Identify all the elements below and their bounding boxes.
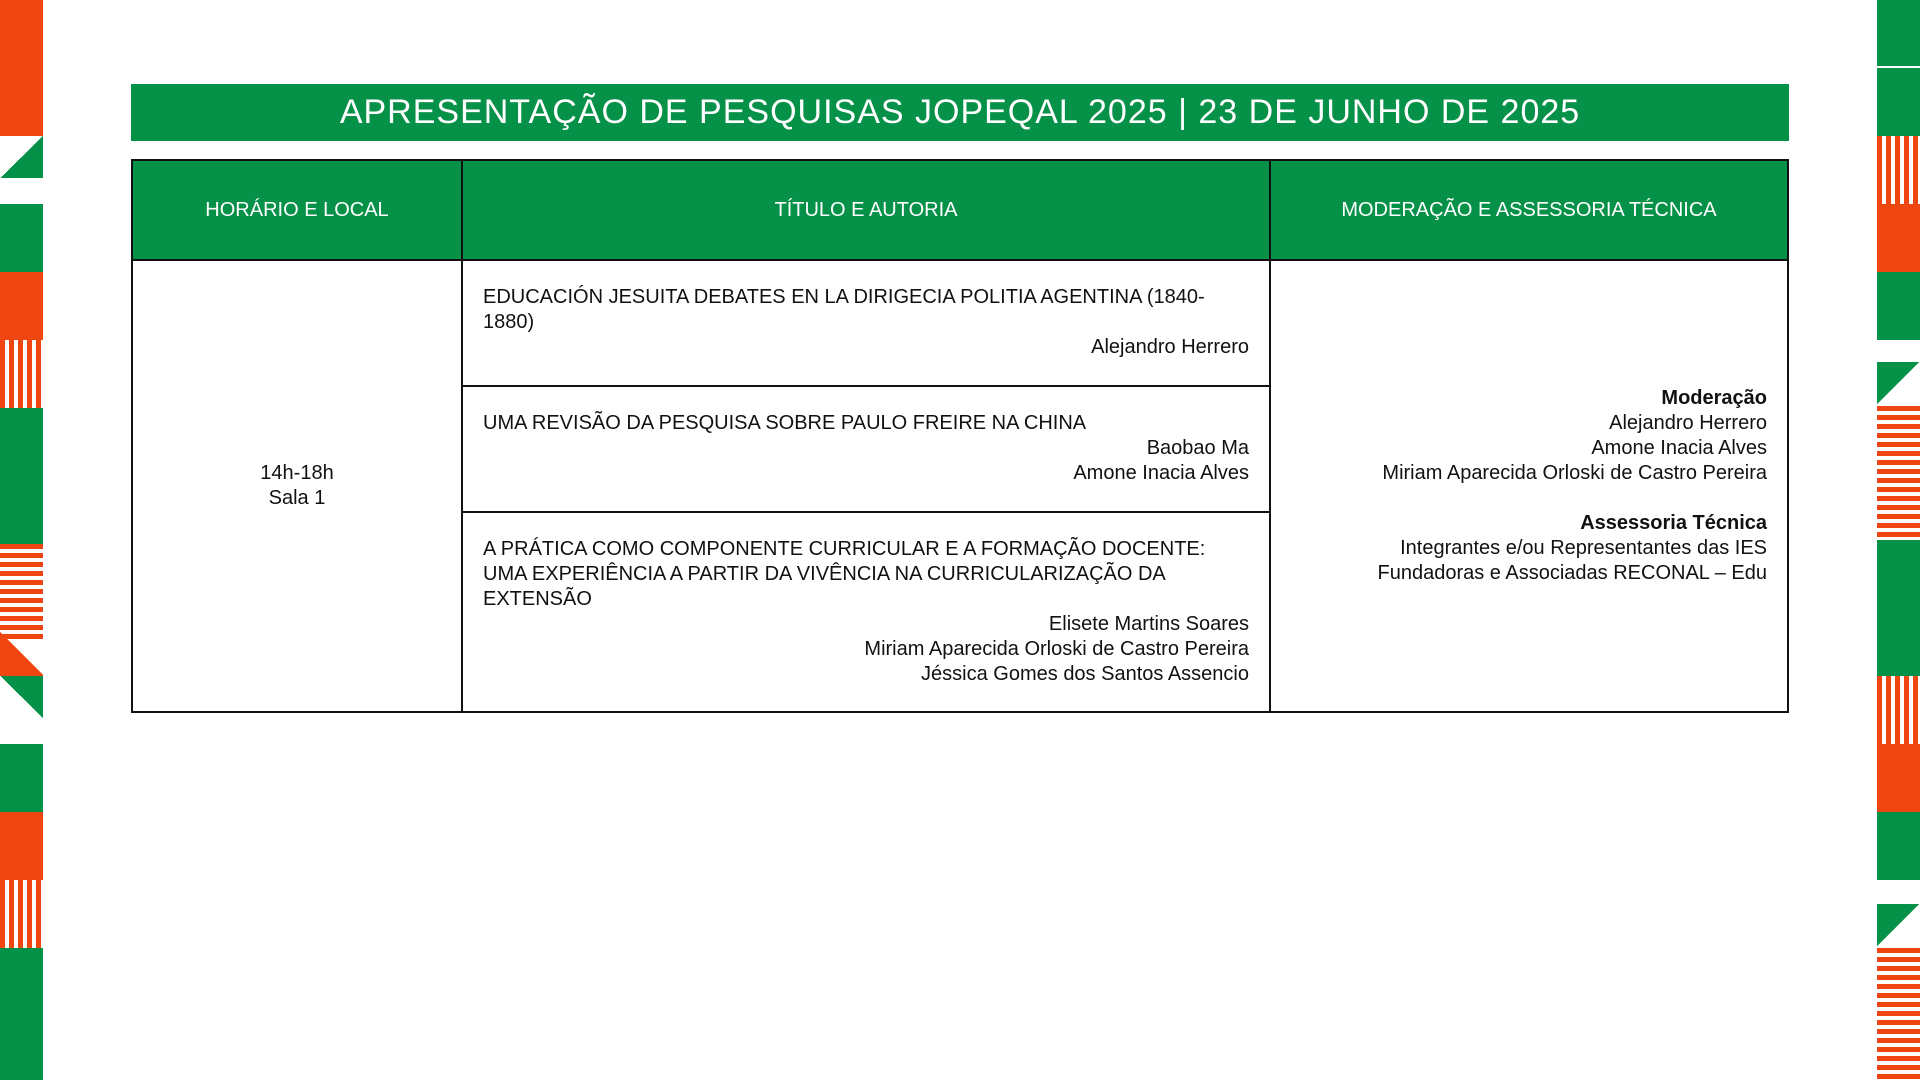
column-header-title-authors: TÍTULO E AUTORIA bbox=[462, 160, 1270, 260]
paper-author: Amone Inacia Alves bbox=[1073, 462, 1249, 484]
column-header-moderation: MODERAÇÃO E ASSESSORIA TÉCNICA bbox=[1270, 160, 1788, 260]
column-header-time-place: HORÁRIO E LOCAL bbox=[132, 160, 462, 260]
moderation-cell bbox=[1270, 260, 1788, 712]
paper-title: EDUCACIÓN JESUITA DEBATES EN LA DIRIGECIA POLITIA AGENTINA (1840-1880) bbox=[483, 286, 1205, 333]
moderation-heading: Moderação bbox=[1661, 387, 1767, 409]
paper-cell bbox=[462, 386, 1270, 512]
paper-cell bbox=[462, 512, 1270, 712]
paper-cell bbox=[462, 260, 1270, 386]
session-room: Sala 1 bbox=[268, 487, 326, 509]
table-row bbox=[132, 260, 1788, 386]
paper-author: Alejandro Herrero bbox=[1091, 336, 1249, 358]
paper-title: A PRÁTICA COMO COMPONENTE CURRICULAR E A FORMAÇÃO DOCENTE: UMA EXPERIÊNCIA A PARTIR DA VIVÊNCIA NA CURRICULARIZAÇÃO DA EXTENSÃO bbox=[483, 538, 1206, 610]
moderator-name: Amone Inacia Alves bbox=[1591, 437, 1767, 459]
right-decorative-strip bbox=[1877, 0, 1920, 1080]
paper-title: UMA REVISÃO DA PESQUISA SOBRE PAULO FREIRE NA CHINA bbox=[483, 412, 1087, 434]
table-header-row bbox=[132, 160, 1788, 260]
paper-author: Jéssica Gomes dos Santos Assencio bbox=[921, 663, 1249, 685]
paper-author: Miriam Aparecida Orloski de Castro Pereira bbox=[864, 638, 1249, 660]
technical-heading: Assessoria Técnica bbox=[1580, 512, 1767, 534]
technical-line: Fundadoras e Associadas RECONAL – Edu bbox=[1377, 562, 1767, 584]
time-place-cell bbox=[132, 260, 462, 712]
paper-author: Baobao Ma bbox=[1146, 437, 1249, 459]
technical-line: Integrantes e/ou Representantes das IES bbox=[1400, 537, 1767, 559]
paper-author: Elisete Martins Soares bbox=[1048, 613, 1249, 635]
page-title: APRESENTAÇÃO DE PESQUISAS JOPEQAL 2025 | 23 DE JUNHO DE 2025 bbox=[339, 93, 1581, 131]
page-title-bar bbox=[131, 84, 1789, 141]
moderator-name: Miriam Aparecida Orloski de Castro Pereira bbox=[1382, 462, 1767, 484]
schedule-table bbox=[131, 159, 1789, 713]
left-decorative-strip bbox=[0, 0, 43, 1080]
session-time: 14h-18h bbox=[260, 462, 334, 484]
moderator-name: Alejandro Herrero bbox=[1609, 412, 1767, 434]
